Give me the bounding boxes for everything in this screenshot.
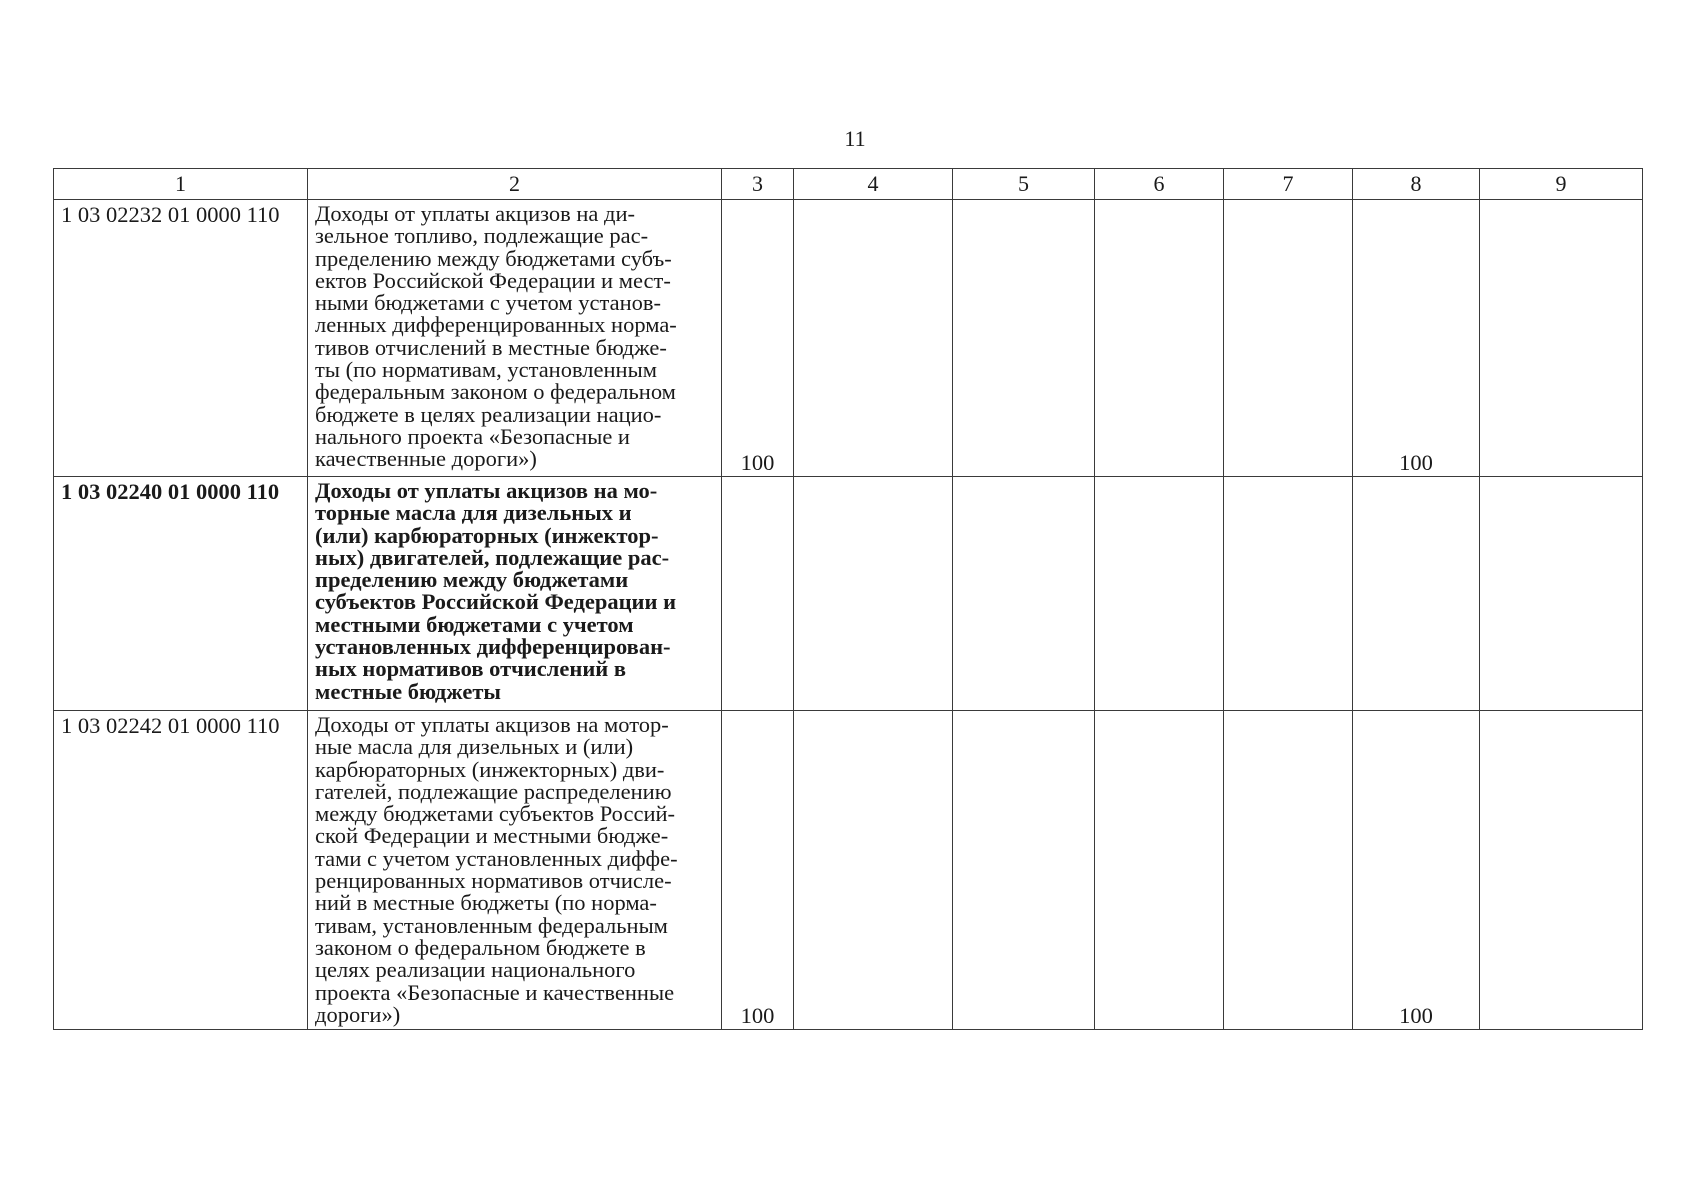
income-description-cell: Доходы от уплаты акцизов на мотор- ные масла для дизельных и (или) карбюраторных (инжекторных) дви- гателей, подлежащие распределению между бюджетами субъектов Россий- ской Федерации и местными бюдже- тами с учетом установленных диффе- ренцированных нормативов отчисле- ний в местные бюджеты (по норма- тивам, установленным федеральным законом о федеральном бюджете в целях реализации национального проекта «Безопасные и качественные дороги») <box>308 711 722 1030</box>
table-row <box>54 477 1643 711</box>
value-cell-col4 <box>794 477 953 711</box>
page-number: 11 <box>844 126 866 151</box>
value-cell-col8: 100 <box>1353 711 1480 1030</box>
value-cell-col9 <box>1480 711 1643 1030</box>
income-description-cell: Доходы от уплаты акцизов на мо- торные масла для дизельных и (или) карбюраторных (инжектор- ных) двигателей, подлежащие рас- пределению между бюджетами субъектов Российской Федерации и местными бюджетами с учетом установленных дифференцирован- ных нормативов отчислений в местные бюджеты <box>308 477 722 711</box>
value-cell-col4 <box>794 711 953 1030</box>
value-cell-col5 <box>953 711 1095 1030</box>
value-cell-col4 <box>794 200 953 477</box>
value-cell-col8: 100 <box>1353 200 1480 477</box>
column-header-4: 4 <box>794 169 953 200</box>
column-header-5: 5 <box>953 169 1095 200</box>
value-cell-col8 <box>1353 477 1480 711</box>
column-header-2: 2 <box>308 169 722 200</box>
value-cell-col7 <box>1224 711 1353 1030</box>
value-cell-col9 <box>1480 200 1643 477</box>
value-cell-col7 <box>1224 477 1353 711</box>
value-cell-col6 <box>1095 477 1224 711</box>
column-header-8: 8 <box>1353 169 1480 200</box>
income-code-cell: 1 03 02232 01 0000 110 <box>54 200 308 477</box>
income-description-cell: Доходы от уплаты акцизов на ди- зельное топливо, подлежащие рас- пределению между бюджетами субъ- ектов Российской Федерации и мест- ными бюджетами с учетом установ- ленных дифференцированных норма- тивов отчислений в местные бюдже- ты (по нормативам, установленным федеральным законом о федеральном бюджете в целях реализации нацио- нального проекта «Безопасные и качественные дороги») <box>308 200 722 477</box>
header-row <box>54 169 1643 200</box>
column-header-9: 9 <box>1480 169 1643 200</box>
value-cell-col7 <box>1224 200 1353 477</box>
column-header-3: 3 <box>722 169 794 200</box>
income-code-cell: 1 03 02240 01 0000 110 <box>54 477 308 711</box>
value-cell-col5 <box>953 477 1095 711</box>
value-cell-col3 <box>722 477 794 711</box>
income-code-cell: 1 03 02242 01 0000 110 <box>54 711 308 1030</box>
value-cell-col5 <box>953 200 1095 477</box>
value-cell-col6 <box>1095 711 1224 1030</box>
value-cell-col9 <box>1480 477 1643 711</box>
value-cell-col3: 100 <box>722 711 794 1030</box>
table-row <box>54 711 1643 1030</box>
column-header-1: 1 <box>54 169 308 200</box>
column-header-6: 6 <box>1095 169 1224 200</box>
value-cell-col3: 100 <box>722 200 794 477</box>
value-cell-col6 <box>1095 200 1224 477</box>
budget-table <box>53 168 1643 1030</box>
column-header-7: 7 <box>1224 169 1353 200</box>
table-row <box>54 200 1643 477</box>
